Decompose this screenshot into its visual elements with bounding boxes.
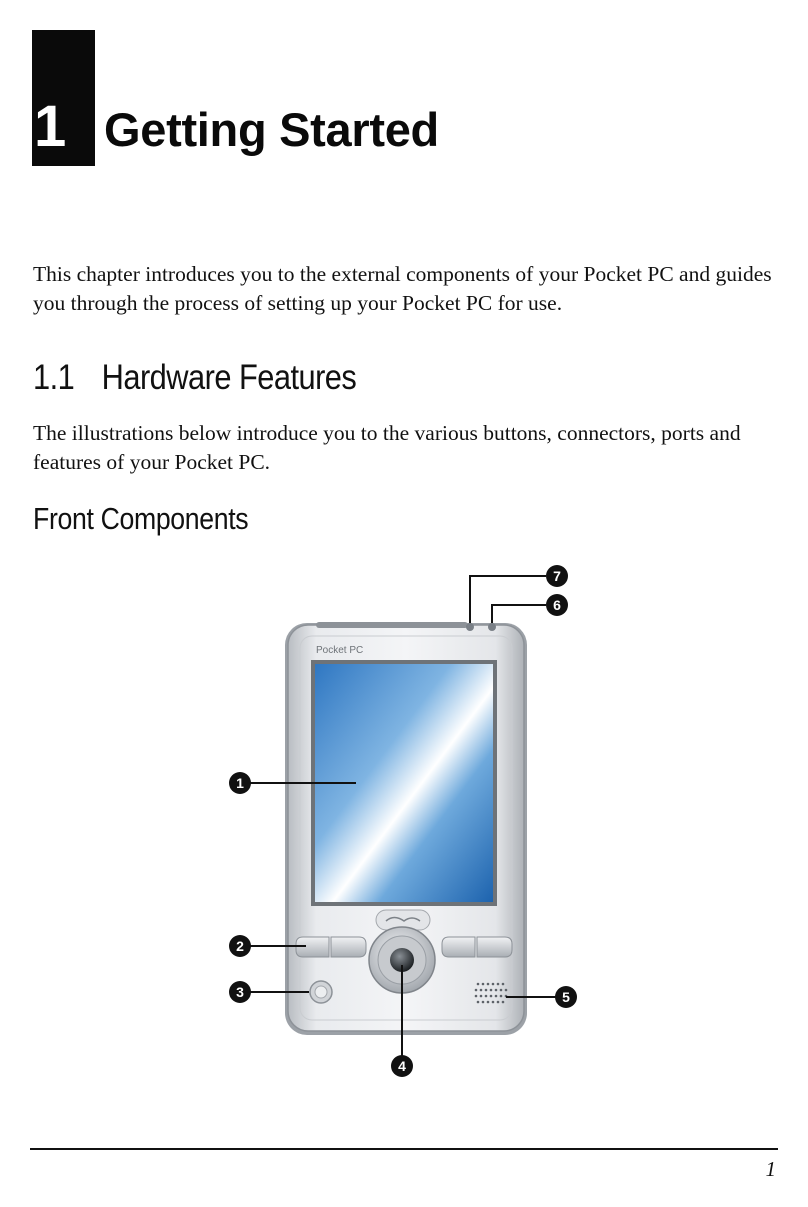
front-components-figure [0, 560, 808, 1080]
callout-2 [229, 935, 251, 957]
chapter-title: Getting Started [104, 103, 439, 156]
callout-3 [229, 981, 251, 1003]
charge-led-icon [488, 623, 496, 631]
callout-1-label: 1 [236, 775, 244, 791]
callout-4 [391, 1055, 413, 1077]
callout-6 [546, 594, 568, 616]
section-heading [33, 353, 356, 403]
section-number: 1.1 [33, 358, 75, 397]
callout-4-label: 4 [398, 1058, 406, 1074]
callout-5-label: 5 [562, 989, 570, 1005]
footer-rule [30, 1148, 778, 1150]
callout-7 [546, 565, 568, 587]
callout-7-label: 7 [553, 568, 561, 584]
callout-6-label: 6 [553, 597, 561, 613]
chapter-number: 1 [34, 94, 67, 159]
device-brand-label: Pocket PC [316, 645, 364, 656]
intro-paragraph: This chapter introduces you to the external components of your Pocket PC and guides you through the process of setting up your Pocket PC for use. [33, 262, 772, 315]
section-description: The illustrations below introduce you to the various buttons, connectors, ports and features of your Pocket PC. [33, 421, 741, 474]
section-title: Hardware Features [101, 358, 357, 397]
notification-led-icon [466, 623, 474, 631]
power-button [310, 981, 332, 1003]
subsection-heading: Front Components [33, 501, 249, 536]
callout-5 [555, 986, 577, 1008]
page-number: 1 [765, 1157, 776, 1181]
callout-2-label: 2 [236, 938, 244, 954]
callout-3-label: 3 [236, 984, 244, 1000]
program-buttons-left [296, 937, 366, 957]
callout-1 [229, 772, 251, 794]
pocket-pc-illustration [0, 560, 808, 1080]
program-buttons-right [442, 937, 512, 957]
